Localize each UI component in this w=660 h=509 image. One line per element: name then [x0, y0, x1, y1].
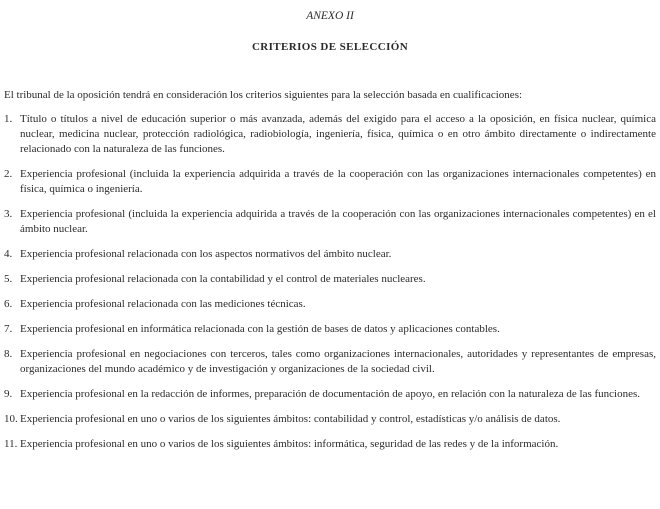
annex-title: ANEXO II: [306, 10, 354, 22]
criteria-item-3: [4, 207, 656, 237]
item-number: 7.: [4, 323, 13, 335]
item-text: Experiencia profesional (incluida la experiencia adquirida a través de la cooperación con las organizaciones internacionales competentes) en física, química o ingeniería.: [20, 168, 656, 195]
criteria-item-6: [4, 297, 656, 312]
intro-paragraph: El tribunal de la oposición tendrá en consideración los criterios siguientes para la selección basada en cualificaciones:: [4, 89, 523, 101]
item-number: 3.: [4, 208, 13, 220]
item-text: Experiencia profesional en uno o varios de los siguientes ámbitos: informática, seguridad de las redes y de la información.: [20, 438, 559, 450]
item-text: Experiencia profesional en informática relacionada con la gestión de bases de datos y aplicaciones contables.: [20, 323, 500, 335]
item-text: Experiencia profesional relacionada con los aspectos normativos del ámbito nuclear.: [20, 248, 392, 260]
criteria-item-2: [4, 167, 656, 197]
item-text: Experiencia profesional en uno o varios de los siguientes ámbitos: contabilidad y control, estadísticas y/o análisis de datos.: [20, 413, 561, 425]
item-number: 10.: [4, 413, 18, 425]
section-title: CRITERIOS DE SELECCIÓN: [251, 41, 409, 53]
item-text: Experiencia profesional (incluida la experiencia adquirida a través de la cooperación con las organizaciones internacionales competentes) en el ámbito nuclear.: [20, 208, 656, 235]
item-number: 8.: [4, 348, 13, 360]
item-number: 9.: [4, 388, 13, 400]
item-text: Título o títulos a nivel de educación superior o más avanzada, además del exigido para el acceso a la oposición, en física nuclear, química nuclear, medicina nuclear, protección radiológica, radiobiología, ingeniería, física, química o en otro ámbito directamente o indirectamente relacionado con la naturaleza de las funciones.: [20, 113, 656, 155]
criteria-item-10: [4, 412, 656, 427]
item-number: 2.: [4, 168, 13, 180]
criteria-item-5: [4, 272, 656, 287]
item-number: 5.: [4, 273, 13, 285]
item-text: Experiencia profesional relacionada con las mediciones técnicas.: [20, 298, 306, 310]
item-text: Experiencia profesional en negociaciones con terceros, tales como organizaciones internacionales, autoridades y representantes de empresas, organizaciones del mundo académico y de investigación y organizaciones de la sociedad civil.: [20, 348, 656, 375]
criteria-item-8: [4, 347, 656, 377]
item-number: 11.: [4, 438, 18, 450]
criteria-list: [4, 112, 656, 452]
criteria-item-11: [4, 437, 656, 452]
criteria-item-7: [4, 322, 656, 337]
item-number: 6.: [4, 298, 13, 310]
item-text: Experiencia profesional relacionada con la contabilidad y el control de materiales nucleares.: [20, 273, 426, 285]
criteria-item-9: [4, 387, 656, 402]
item-number: 4.: [4, 248, 13, 260]
item-text: Experiencia profesional en la redacción de informes, preparación de documentación de apoyo, en relación con la naturaleza de las funciones.: [20, 388, 640, 400]
item-number: 1.: [4, 113, 13, 125]
criteria-item-1: [4, 112, 656, 157]
criteria-item-4: [4, 247, 656, 262]
